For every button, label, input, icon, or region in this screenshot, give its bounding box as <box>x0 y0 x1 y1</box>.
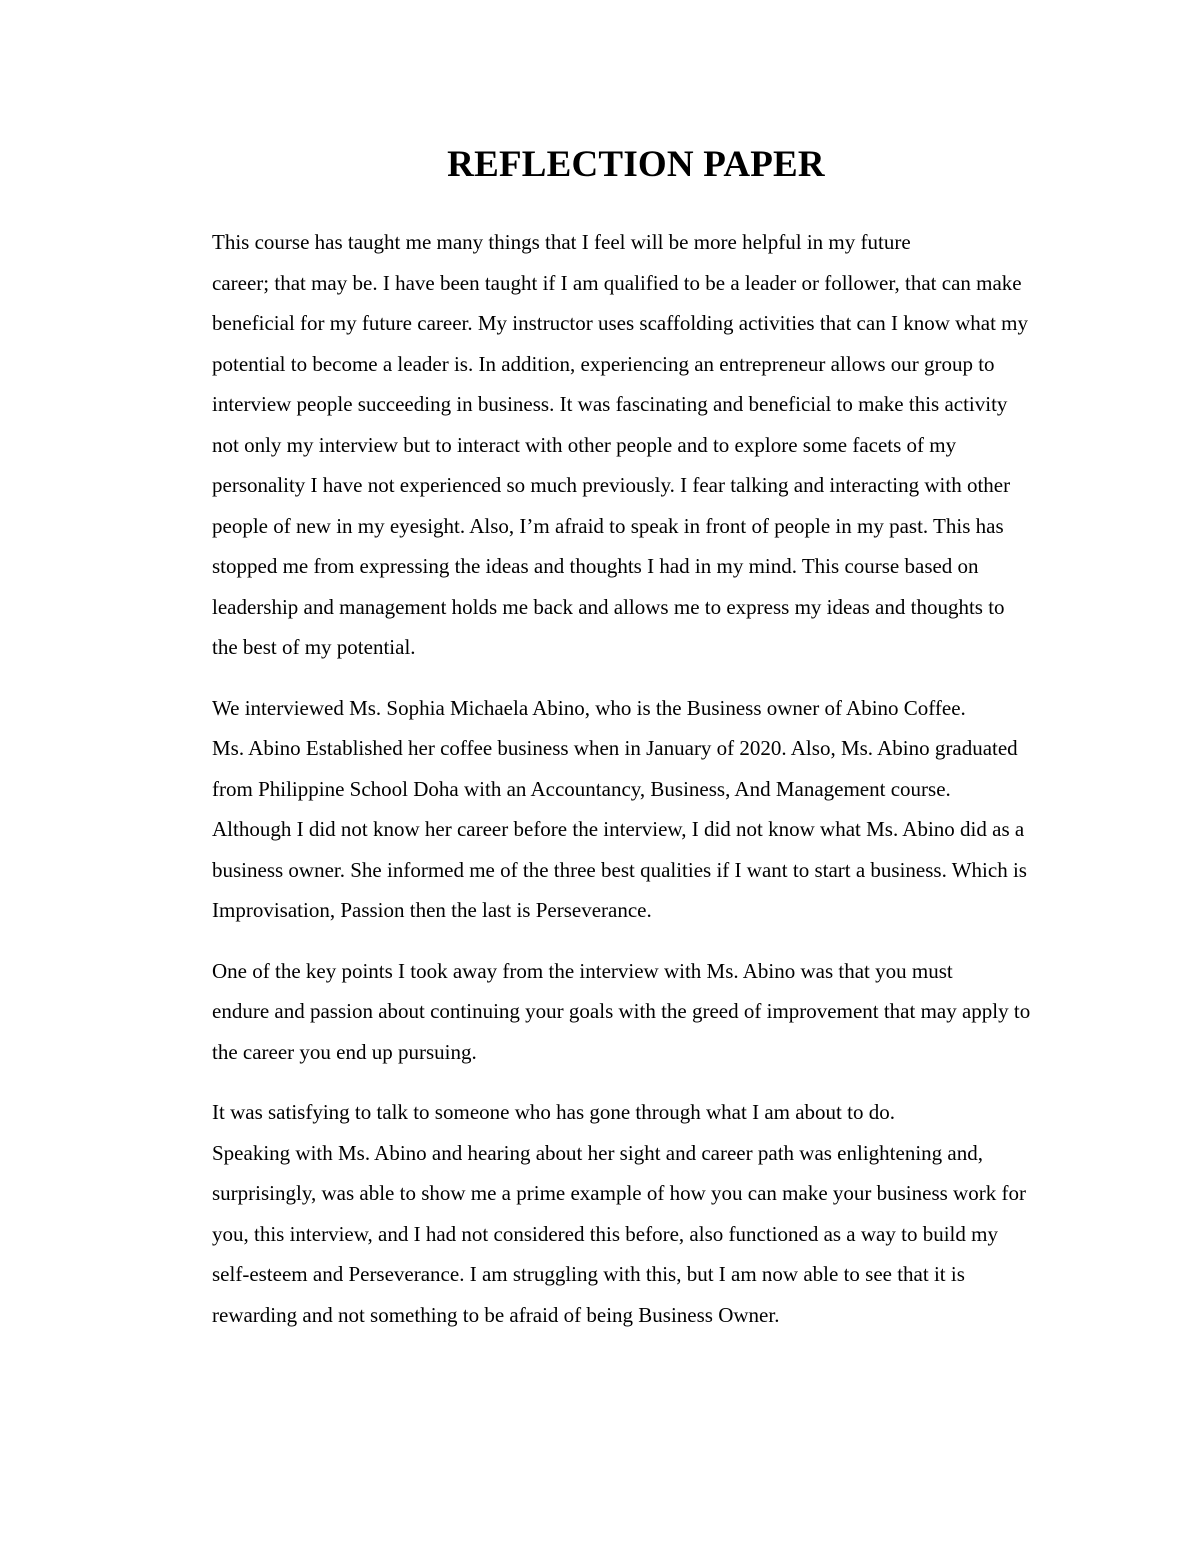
paragraph-line: personality I have not experienced so much previously. I fear talking and interacting with other <box>212 473 1011 497</box>
paragraph-line: Ms. Abino Established her coffee business when in January of 2020. Also, Ms. Abino graduated <box>212 736 1018 760</box>
paragraph-line: self-esteem and Perseverance. I am struggling with this, but I am now able to see that it is <box>212 1262 965 1286</box>
paragraph-line: the best of my potential. <box>212 635 416 659</box>
paragraph-line: business owner. She informed me of the three best qualities if I want to start a business. Which is <box>212 857 1027 882</box>
paragraph-4 <box>140 1092 1070 1335</box>
paragraph-line: leadership and management holds me back and allows me to express my ideas and thoughts to <box>212 594 1005 619</box>
paragraph-line: the career you end up pursuing. <box>212 1039 477 1064</box>
paragraph-line: beneficial for my future career. My instructor uses scaffolding activities that can I know what my <box>212 311 1029 335</box>
paragraph-2 <box>140 688 1070 931</box>
paragraph-line: One of the key points I took away from the interview with Ms. Abino was that you must <box>212 958 953 983</box>
paragraph-line: We interviewed Ms. Sophia Michaela Abino, who is the Business owner of Abino Coffee. <box>212 695 966 720</box>
paragraph-line: It was satisfying to talk to someone who has gone through what I am about to do. <box>212 1100 895 1124</box>
paragraph-line: potential to become a leader is. In addition, experiencing an entrepreneur allows our group to <box>212 351 995 376</box>
document-body <box>140 222 1070 1355</box>
paragraph-line: interview people succeeding in business. It was fascinating and beneficial to make this activity <box>212 392 1008 416</box>
document-title: REFLECTION PAPER <box>447 144 825 185</box>
paragraph-line: career; that may be. I have been taught if I am qualified to be a leader or follower, that can make <box>212 270 1022 295</box>
paragraph-line: This course has taught me many things that I feel will be more helpful in my future <box>212 230 911 254</box>
paragraph-3 <box>140 951 1070 1073</box>
paragraph-line: you, this interview, and I had not considered this before, also functioned as a way to build my <box>212 1221 998 1246</box>
paragraph-line: stopped me from expressing the ideas and thoughts I had in my mind. This course based on <box>212 554 979 578</box>
paragraph-1 <box>140 222 1070 668</box>
paragraph-line: endure and passion about continuing your goals with the greed of improvement that may apply to <box>212 999 1031 1023</box>
paragraph-line: surprisingly, was able to show me a prime example of how you can make your business work for <box>212 1181 1026 1205</box>
paragraph-line: Although I did not know her career before the interview, I did not know what Ms. Abino did as a <box>212 817 1025 841</box>
paragraph-line: Improvisation, Passion then the last is Perseverance. <box>212 898 652 922</box>
paragraph-line: from Philippine School Doha with an Accountancy, Business, And Management course. <box>212 776 951 801</box>
paragraph-line: people of new in my eyesight. Also, I’m afraid to speak in front of people in my past. This has <box>212 513 1004 538</box>
paragraph-line: Speaking with Ms. Abino and hearing about her sight and career path was enlightening and, <box>212 1140 983 1165</box>
paragraph-line: not only my interview but to interact with other people and to explore some facets of my <box>212 432 957 457</box>
paragraph-line: rewarding and not something to be afraid of being Business Owner. <box>212 1302 780 1327</box>
